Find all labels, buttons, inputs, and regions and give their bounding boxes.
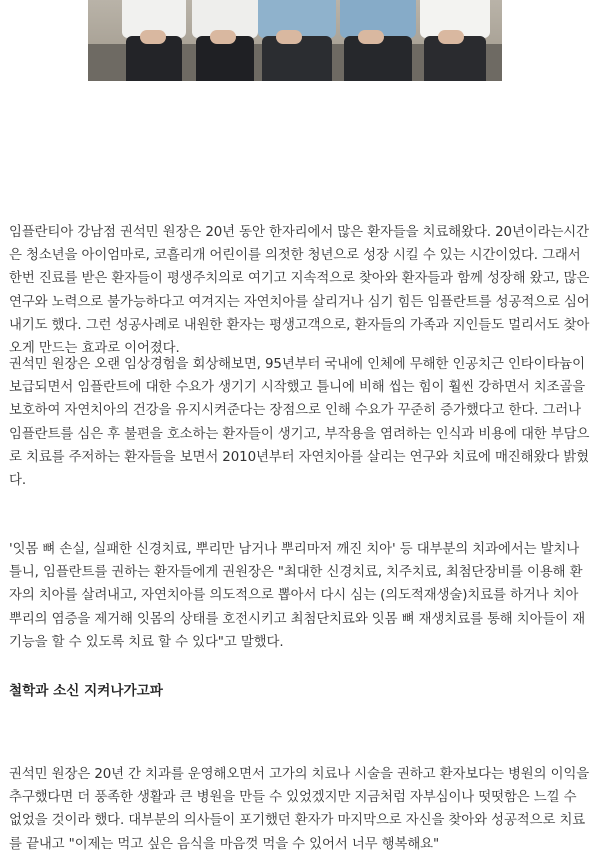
article-paragraph: '잇몸 뼈 손실, 실패한 신경치료, 뿌리만 남거나 뿌리마저 깨진 치아' 등 대부분의 치과에서는 발치나 틀니, 임플란트를 권하는 환자들에게 권원장은 "최대한 신경치료, 치주치료, 최첨단장비를 이용해 환자의 치아를 살려내고, 자연치아를 의도적으로 뽑아서 다시 심는 (의도적재생술)치료를 하거나 치아뿌리의 염증을 제거해 잇몸의 상태를 호전시키고 최첨단치료와 잇몸 뼈 재생치료를 통해 치아들이 재 기능을 할 수 있도록 치료 할 수 있다"고 말했다. [9, 542, 586, 650]
photo-person [258, 0, 336, 81]
photo-person [122, 0, 186, 81]
article-paragraph: 임플란티아 강남점 권석민 원장은 20년 동안 한자리에서 많은 환자들을 치료해왔다. 20년이라는시간은 청소년을 아이엄마로, 코흘리개 어린이를 의젓한 청년으로 성장 시킬 수 있는 시간이었다. 그래서 한번 진료를 받은 환자들이 평생주치의로 여기고 지속적으로 찾아와 환자들과 함께 성장해 왔고, 많은 연구와 노력으로 불가능하다고 여겨지는 자연치아를 살리거나 심기 힘든 임플란트를 성공적으로 심어 내기도 했다. 그런 성공사례로 내원한 환자는 평생고객으로, 환자들의 가족과 지인들도 멀리서도 찾아오게 만드는 효과로 이어졌다. [9, 225, 590, 357]
photo-person [420, 0, 490, 81]
article-photo [88, 0, 502, 81]
article-paragraph: 권석민 원장은 20년 간 치과를 운영해오면서 고가의 치료나 시술을 권하고 환자보다는 병원의 이익을 추구했다면 더 풍족한 생활과 큰 병원을 만들 수 있었겠지만 지금처럼 자부심이나 떳떳함은 느낄 수 없었을 것이라 했다. 대부분의 의사들이 포기했던 환자가 마지막으로 자신을 찾아와 성공적으로 치료를 끝내고 "이제는 먹고 싶은 음식을 마음껏 먹을 수 있어서 너무 행복해요" [9, 767, 590, 852]
photo-person [192, 0, 258, 81]
article-paragraph: 권석민 원장은 오랜 임상경험을 회상해보면, 95년부터 국내에 인체에 무해한 인공치근 인타이타늄이 보급되면서 임플란트에 대한 수요가 생기기 시작했고 틀니에 비해 씹는 힘이 훨씬 강하면서 치조골을 보호하여 자연치아의 건강을 유지시켜준다는 장점으로 인해 수요가 꾸준히 증가했다고 한다. 그러나 임플란트를 심은 후 불편을 호소하는 환자들이 생기고, 부작용을 염려하는 인식과 비용에 대한 부담으로 치료를 주저하는 환자들을 보면서 2010년부터 자연치아를 살리는 연구와 치료에 매진해왔다 밝혔다. [9, 357, 590, 489]
section-heading: 철학과 소신 지켜나가고파 [9, 683, 163, 699]
photo-person [340, 0, 416, 81]
